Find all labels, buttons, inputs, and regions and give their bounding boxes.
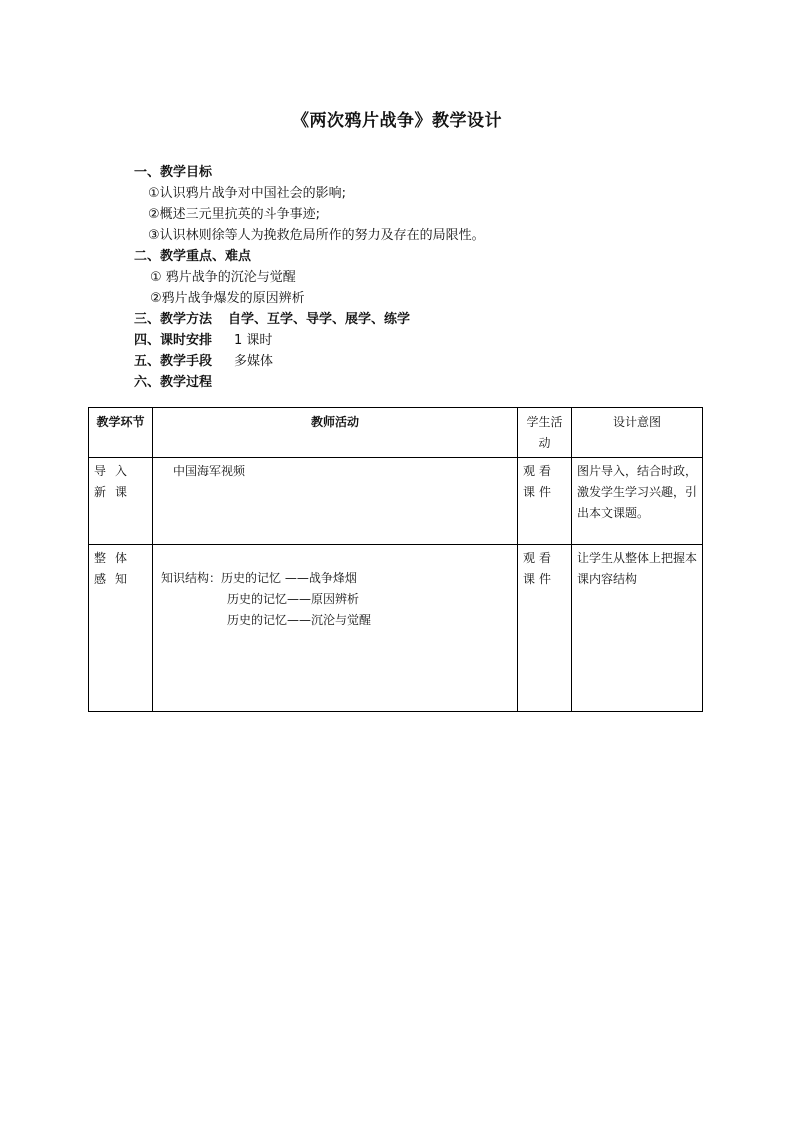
teaching-process-table bbox=[88, 407, 703, 712]
section-process-heading: 六、教学过程 bbox=[134, 375, 213, 390]
document-title: 《两次鸦片战争》教学设计 bbox=[292, 111, 502, 131]
design-intent-cell: 让学生从整体上把握本课内容结构 bbox=[572, 545, 703, 712]
teacher-line: 历史的记忆——原因辨析 bbox=[227, 592, 360, 606]
teacher-line: 历史的记忆——沉沦与觉醒 bbox=[227, 613, 372, 627]
table-row bbox=[89, 545, 703, 712]
hours-heading: 四、课时安排 bbox=[134, 333, 213, 348]
stage-cell: 整体感知 bbox=[89, 545, 153, 712]
section-method bbox=[134, 308, 410, 327]
section-key-points-heading: 二、教学重点、难点 bbox=[134, 249, 252, 264]
header-design-intent: 设计意图 bbox=[572, 408, 703, 458]
objective-item: ②概述三元里抗英的斗争事迹; bbox=[148, 207, 321, 222]
teacher-line: 中国海军视频 bbox=[173, 464, 246, 478]
key-point-item: ① 鸦片战争的沉沦与觉醒 bbox=[150, 270, 296, 285]
section-media bbox=[134, 350, 273, 369]
section-hours bbox=[134, 329, 272, 348]
method-value: 自学、互学、导学、展学、练学 bbox=[228, 312, 411, 327]
student-activity-cell: 观看课件 bbox=[518, 458, 572, 545]
table-header-row bbox=[89, 408, 703, 458]
objective-item: ③认识林则徐等人为挽救危局所作的努力及存在的局限性。 bbox=[148, 228, 485, 243]
media-value: 多媒体 bbox=[234, 354, 274, 369]
media-heading: 五、教学手段 bbox=[134, 354, 213, 369]
header-teacher-activity: 教师活动 bbox=[153, 408, 518, 458]
table-row bbox=[89, 458, 703, 545]
header-stage: 教学环节 bbox=[89, 408, 153, 458]
key-point-item: ②鸦片战争爆发的原因辨析 bbox=[150, 291, 305, 306]
teacher-line: 知识结构：历史的记忆 ——战争烽烟 bbox=[161, 571, 357, 585]
method-heading: 三、教学方法 bbox=[134, 312, 213, 327]
header-student-activity: 学生活动 bbox=[518, 408, 572, 458]
teacher-activity-cell bbox=[153, 545, 518, 712]
student-activity-cell: 观看课件 bbox=[518, 545, 572, 712]
hours-value: 1 课时 bbox=[234, 333, 273, 348]
objective-item: ①认识鸦片战争对中国社会的影响; bbox=[148, 186, 347, 201]
stage-cell: 导入新课 bbox=[89, 458, 153, 545]
teacher-activity-cell bbox=[153, 458, 518, 545]
design-intent-cell: 图片导入，结合时政，激发学生学习兴趣，引出本文课题。 bbox=[572, 458, 703, 545]
section-objectives-heading: 一、教学目标 bbox=[134, 165, 213, 180]
